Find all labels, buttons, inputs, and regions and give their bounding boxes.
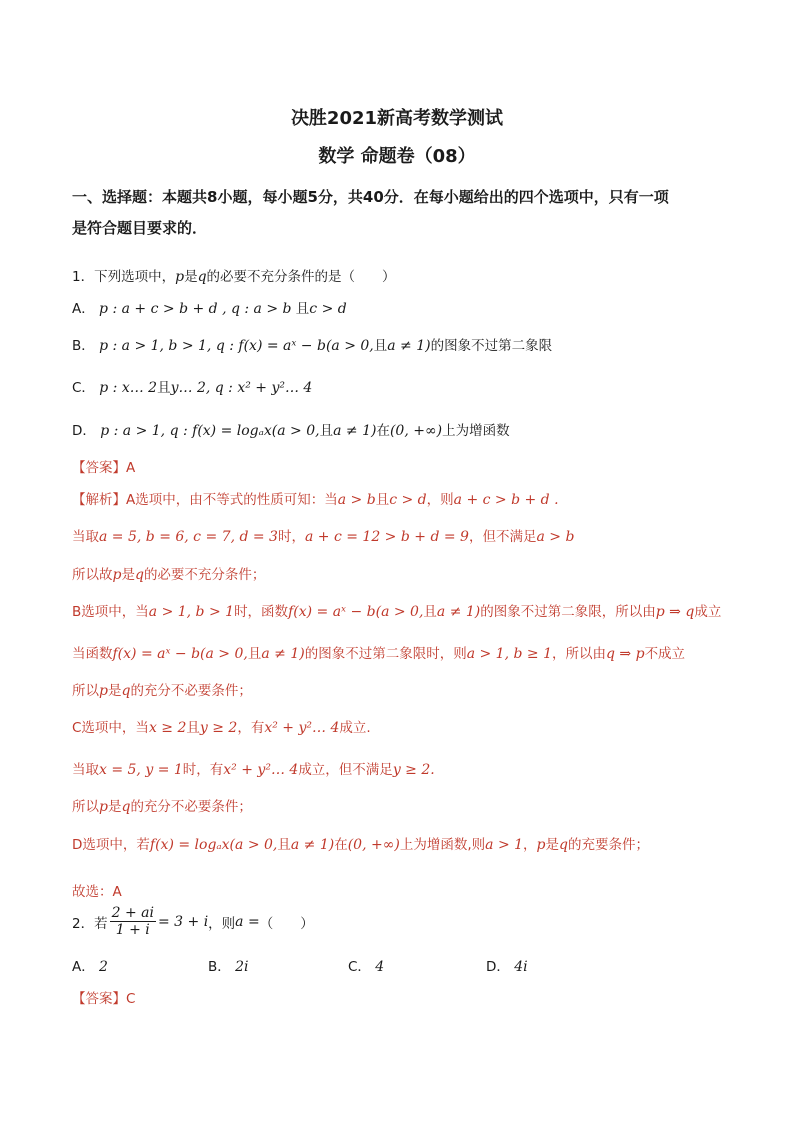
analysis-line-a2: 当取a = 5, b = 6, c = 7, d = 3时，a + c = 12 > b + d = 9，但不满足a > b <box>72 529 575 545</box>
analysis-line-d1: D选项中，若f(x) = logₐx(a > 0,且a ≠ 1)在(0, +∞)上为增函数,则a > 1，p是q的充要条件； <box>72 837 649 853</box>
page-title: 决胜2021新高考数学测试 <box>290 108 504 129</box>
answer-tag-2: 【答案】C <box>72 991 136 1007</box>
question-1-option-d: D． p : a > 1, q : f(x) = logₐx(a > 0,且a ≠ 1)在(0, +∞)上为增函数 <box>72 423 510 439</box>
analysis-line-b3: 所以p是q的充分不必要条件； <box>72 683 252 699</box>
conclusion: 故选：A <box>72 884 122 900</box>
question-2-option-a: A． 2 <box>72 959 108 975</box>
analysis-line-a3: 所以故p是q的必要不充分条件； <box>72 567 266 583</box>
question-1-option-b: B． p : a > 1, b > 1, q : f(x) = aˣ − b(a > 0,且a ≠ 1)的图象不过第二象限 <box>72 338 553 354</box>
question-2-option-b: B． 2i <box>208 959 249 975</box>
question-1-stem: 1．下列选项中，p是q的必要不充分条件的是（ ） <box>72 269 396 285</box>
question-1-option-c: C． p : x… 2且y… 2, q : x² + y²… 4 <box>72 380 313 396</box>
answer-tag-1: 【答案】A <box>72 460 136 476</box>
analysis-line-c1: C选项中，当x ≥ 2且y ≥ 2，有x² + y²… 4成立. <box>72 720 371 736</box>
page-subtitle: 数学 命题卷（08） <box>318 146 476 167</box>
question-2-stem: 2．若 $\frac{2 + ai}{1 + i}$ = 3 + i ，则 a = （ ） <box>72 905 314 938</box>
analysis-line-b2: 当函数f(x) = aˣ − b(a > 0,且a ≠ 1)的图象不过第二象限时，则a > 1, b ≥ 1，所以由q ⇒ p不成立 <box>72 646 686 662</box>
section-heading: 一、选择题：本题共8小题，每小题5分，共40分．在每小题给出的四个选项中，只有一项 <box>72 188 669 206</box>
analysis-line-c2: 当取x = 5, y = 1时，有x² + y²… 4成立，但不满足y ≥ 2. <box>72 762 435 778</box>
analysis-line-b1: B选项中，当a > 1, b > 1时，函数f(x) = aˣ − b(a > 0,且a ≠ 1)的图象不过第二象限，所以由p ⇒ q成立 <box>72 604 722 620</box>
analysis-line-a1: 【解析】A选项中，由不等式的性质可知：当a > b且c > d，则a + c > b + d . <box>72 492 559 508</box>
question-2-option-c: C． 4 <box>348 959 385 975</box>
analysis-line-c3: 所以p是q的充分不必要条件； <box>72 799 252 815</box>
question-1-option-a: A． p : a + c > b + d , q : a > b 且c > d <box>72 301 347 317</box>
section-heading-cont: 是符合题目要求的． <box>72 219 208 237</box>
question-2-option-d: D． 4i <box>486 959 528 975</box>
fraction: $\frac{2 + ai}{1 + i}$ <box>111 905 154 938</box>
